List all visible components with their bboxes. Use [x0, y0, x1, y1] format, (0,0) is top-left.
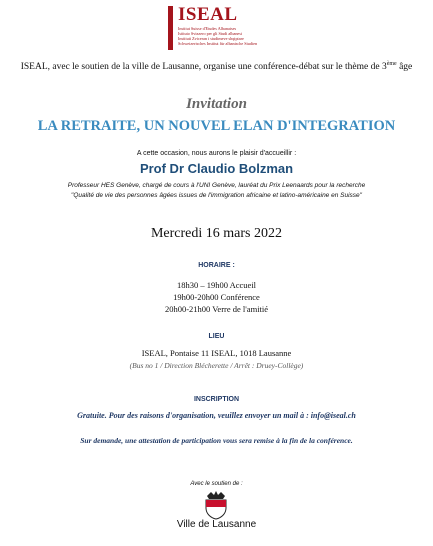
intro-superscript: ème [386, 61, 397, 67]
venue-transport-note: (Bus no 1 / Direction Blécherette / Arrêt : Druey-Collège) [129, 361, 304, 370]
schedule-item: 18h30 – 19h00 Accueil [176, 280, 257, 290]
speaker-bio: Professeur HES Genève, chargé de cours à l'UNI Genève, lauréat du Prix Leenaards pour la recherche [67, 182, 366, 189]
event-headline: LA RETRAITE, UN NOUVEL ELAN D'INTEGRATION [37, 118, 396, 134]
logo-subtitle-line: Istituto Svizzero per gli Studi albanesi [178, 31, 243, 36]
lausanne-crest-icon [203, 490, 229, 520]
speaker-name: Prof Dr Claudio Bolzman [139, 161, 294, 176]
registration-title: INSCRIPTION [193, 396, 240, 403]
schedule-title: HORAIRE : [198, 262, 235, 269]
logo-bar [168, 6, 173, 50]
logo-subtitle-line: Institut Suisse d'Etudes Albanaises [178, 26, 237, 31]
logo-subtitle-line: Schweizerisches Institut für albanische Studien [178, 41, 258, 46]
invitation-heading: Invitation [186, 96, 247, 112]
research-title: "Qualité de vie des personnes âgées issues de l'immigration africaine et latino-américaine en Suisse" [71, 192, 362, 199]
city-name: Ville de Lausanne [176, 519, 257, 530]
venue-address: ISEAL, Pontaise 11 ISEAL, 1018 Lausanne [141, 348, 292, 358]
attestation-note: Sur demande, une attestation de participation vous sera remise à la fin de la conférence. [80, 436, 353, 445]
support-label: Avec le soutien de : [190, 481, 243, 487]
venue-title: LIEU [208, 333, 225, 340]
event-date: Mercredi 16 mars 2022 [150, 226, 283, 241]
logo-subtitle-line: Instituti Zviceran i studimeve shqiptare [178, 36, 244, 41]
schedule-item: 19h00-20h00 Conférence [173, 292, 260, 302]
occasion-text: A cette occasion, nous aurons le plaisir d'accueillir : [136, 150, 297, 157]
intro-text: ISEAL, avec le soutien de la ville de Lausanne, organise une conférence-débat sur le thème de 3ème âge [20, 61, 413, 73]
schedule-item: 20h00-21h00 Verre de l'amitié [164, 304, 269, 314]
logo-title: ISEAL [178, 4, 238, 25]
registration-text: Gratuite. Pour des raisons d'organisation, veuillez envoyer un mail à : info@iseal.ch [77, 411, 356, 420]
